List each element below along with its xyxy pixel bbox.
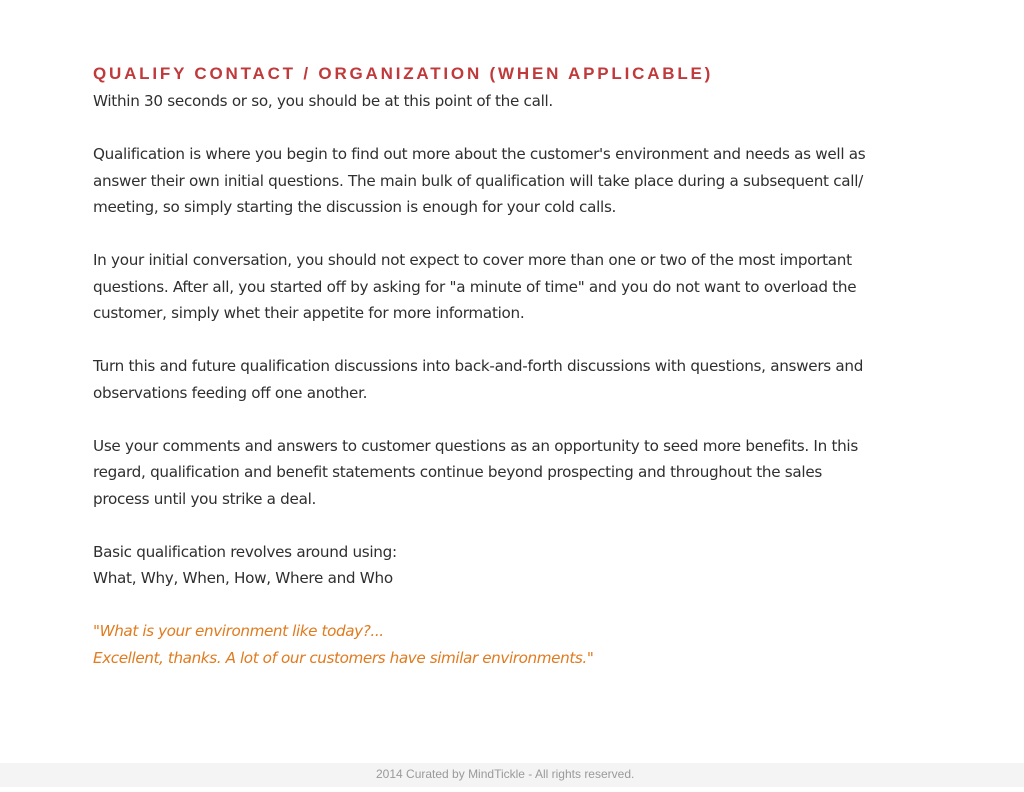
paragraph-line: Turn this and future qualification discussions into back-and-forth discussions with questions, answers and: [93, 357, 864, 375]
quote-line: "What is your environment like today?...: [93, 622, 384, 640]
paragraph-qualification: [93, 141, 933, 221]
paragraph-discussions: [93, 353, 933, 406]
page-footer: [0, 763, 1024, 787]
paragraph-line: regard, qualification and benefit statements continue beyond prospecting and throughout the sales: [93, 463, 822, 481]
paragraph-initial-conversation: [93, 247, 933, 327]
copyright-text: 2014 Curated by MindTickle - All rights reserved.: [376, 767, 635, 781]
paragraph-line: questions. After all, you started off by asking for "a minute of time" and you do not want to overload the: [93, 277, 857, 296]
paragraph-line: Within 30 seconds or so, you should be at this point of the call.: [93, 92, 553, 110]
paragraph-line: answer their own initial questions. The main bulk of qualification will take place during a subsequent call/: [93, 171, 863, 190]
paragraph-line: meeting, so simply starting the discussion is enough for your cold calls.: [93, 198, 617, 216]
example-quote: [93, 618, 933, 671]
paragraph-basic-qualification: [93, 539, 933, 592]
page-content: [93, 60, 933, 671]
paragraph-intro: [93, 88, 933, 115]
section-heading: QUALIFY CONTACT / ORGANIZATION (WHEN APPLICABLE): [93, 64, 714, 83]
paragraph-line: Use your comments and answers to customer questions as an opportunity to seed more benefits. In this: [93, 436, 858, 455]
paragraph-benefits: [93, 433, 933, 513]
paragraph-line: observations feeding off one another.: [93, 383, 368, 402]
paragraph-line: Qualification is where you begin to find out more about the customer's environment and needs as well as: [93, 145, 866, 163]
quote-line: Excellent, thanks. A lot of our customers have similar environments.": [93, 648, 594, 667]
paragraph-line: customer, simply whet their appetite for more information.: [93, 304, 525, 322]
paragraph-line: In your initial conversation, you should not expect to cover more than one or two of the most important: [93, 251, 852, 269]
paragraph-line: What, Why, When, How, Where and Who: [93, 569, 393, 587]
paragraph-line: Basic qualification revolves around using:: [93, 542, 397, 561]
paragraph-line: process until you strike a deal.: [93, 489, 317, 508]
